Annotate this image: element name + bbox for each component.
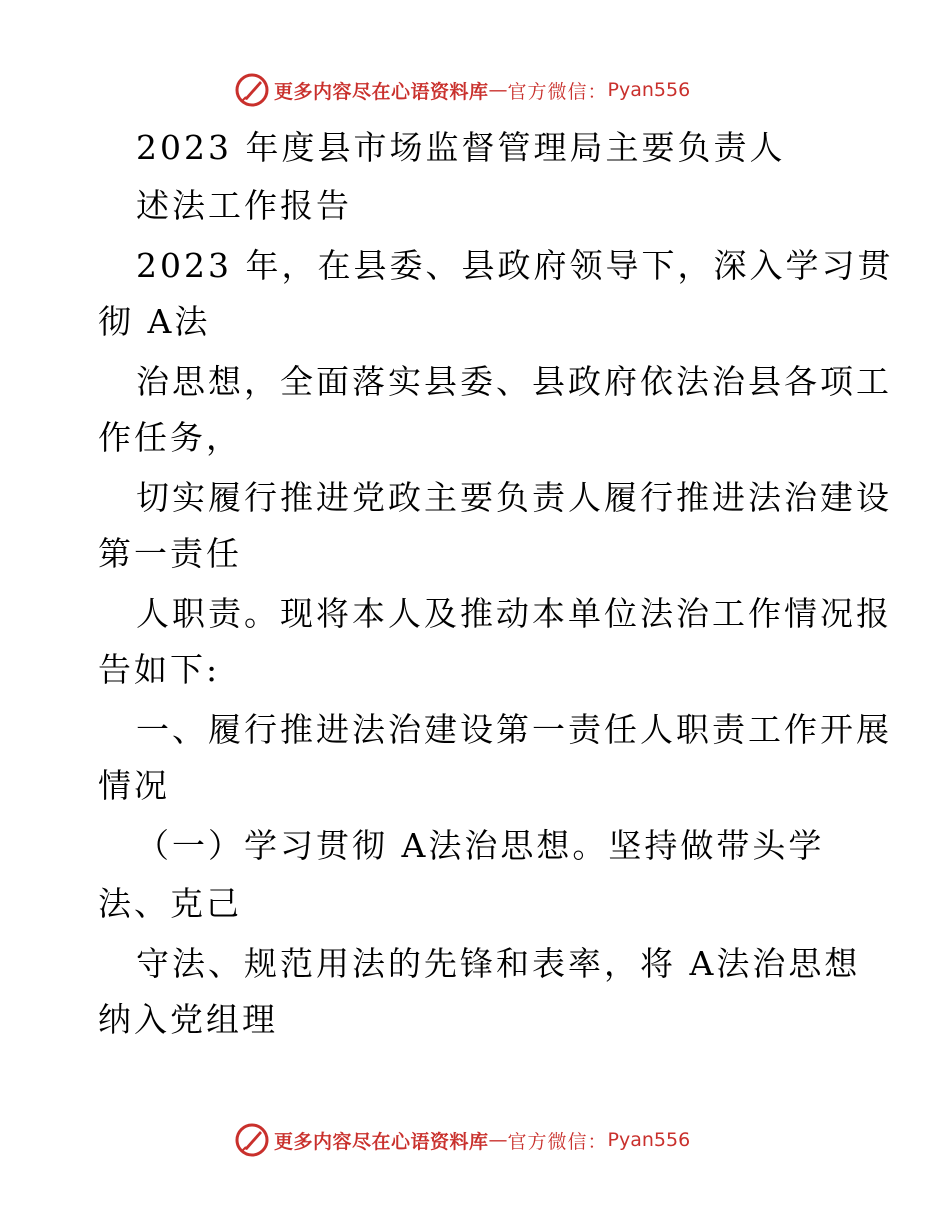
watermark-account: Pyan556 [607,1129,691,1151]
watermark-official-label: 官方微信： [507,80,608,103]
watermark-header [234,70,690,110]
paragraph-line: 告如下: [98,650,221,689]
watermark-official-label: 官方微信： [507,1130,608,1153]
watermark-account: Pyan556 [607,79,691,101]
paragraph-line: 2023 年，在县委、县政府领导下，深入学习贯 [136,246,894,285]
watermark-main-text: 更多内容尽在心语资料库 [274,1130,489,1153]
quill-logo-icon [234,72,270,108]
paragraph-line: 作任务， [98,418,242,457]
paragraph-line: 法、克己 [98,884,242,923]
paragraph-line: 切实履行推进党政主要负责人履行推进法治建设 [136,478,892,517]
paragraph-line: 守法、规范用法的先锋和表率，将 A法治思想 [136,944,861,983]
section-heading-line: 情况 [98,766,170,805]
document-title-line-2: 述法工作报告 [136,186,352,225]
paragraph-line: 纳入党组理 [98,1000,278,1039]
watermark-dash: — [488,1129,508,1151]
paragraph-line: 人职责。现将本人及推动本单位法治工作情况报 [136,594,892,633]
quill-logo-icon [234,1122,270,1158]
paragraph-line: 第一责任 [98,534,242,573]
watermark-main-text: 更多内容尽在心语资料库 [274,80,489,103]
watermark-dash: — [488,79,508,101]
watermark-footer [234,1120,690,1160]
document-title-line-1: 2023 年度县市场监督管理局主要负责人 [136,128,786,167]
paragraph-line: 彻 A法 [98,302,211,341]
paragraph-line: 治思想，全面落实县委、县政府依法治县各项工 [136,362,892,401]
subsection-heading-line: （一）学习贯彻 A法治思想。坚持做带头学 [136,826,825,865]
section-heading-line: 一、履行推进法治建设第一责任人职责工作开展 [136,710,892,749]
